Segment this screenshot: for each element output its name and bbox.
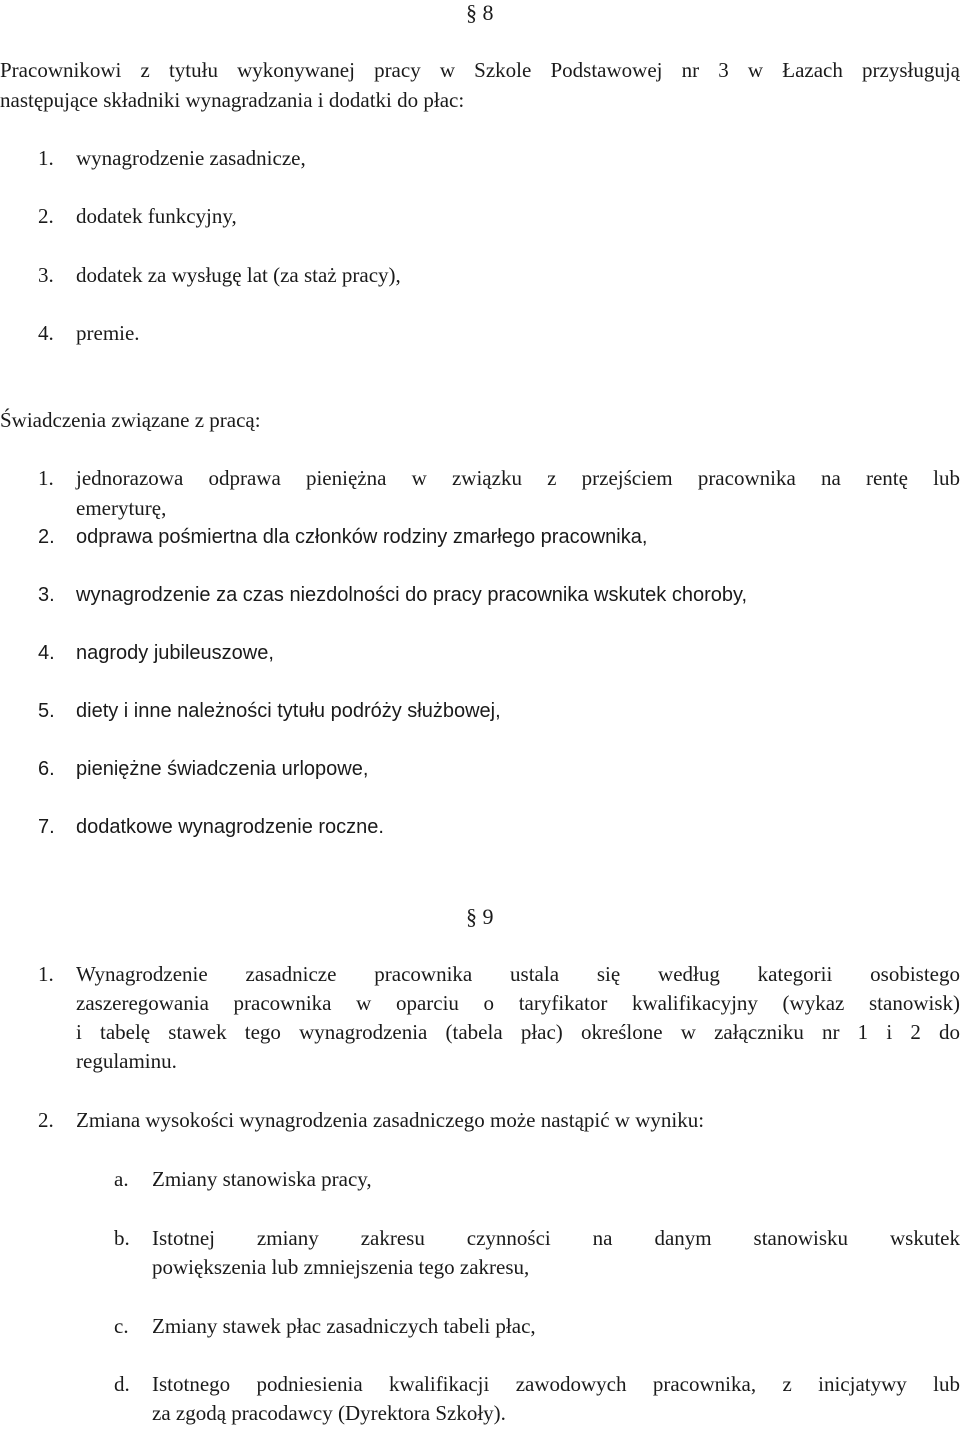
benefit-number: 7.: [38, 816, 55, 838]
sub-item-text: Zmiany stanowiska pracy,: [152, 1167, 372, 1191]
section-9-sign: § 9: [466, 904, 494, 929]
benefit-number: 5.: [38, 700, 55, 722]
sub-item-text: Zmiany stawek płac zasadniczych tabeli płac,: [152, 1314, 536, 1338]
benefit-text: dodatkowe wynagrodzenie roczne.: [76, 816, 384, 838]
sub-item-letter: d.: [114, 1372, 130, 1396]
sub-item-letter: c.: [114, 1314, 129, 1338]
section-8-sign: § 8: [466, 0, 494, 25]
component-text: dodatek funkcyjny,: [76, 204, 237, 228]
benefit-text: pieniężne świadczenia urlopowe,: [76, 758, 369, 780]
benefit-text: diety i inne należności tytułu podróży służbowej,: [76, 700, 501, 722]
paragraph-line-3: i tabelę stawek tego wynagrodzenia (tabela płac) określone w załączniku nr 1 i 2 do: [76, 1020, 960, 1044]
benefits-heading: Świadczenia związane z pracą:: [0, 408, 261, 432]
component-text: dodatek za wysługę lat (za staż pracy),: [76, 263, 401, 287]
component-text: premie.: [76, 321, 140, 345]
paragraph-line-4: regulaminu.: [76, 1049, 177, 1073]
paragraph-number: 1.: [38, 962, 54, 986]
benefit-number: 3.: [38, 584, 55, 606]
component-number: 2.: [38, 204, 54, 228]
sub-item-text-line-2: powiększenia lub zmniejszenia tego zakresu,: [152, 1255, 530, 1279]
sub-item-letter: b.: [114, 1226, 130, 1250]
benefit-text: nagrody jubileuszowe,: [76, 642, 274, 664]
benefit-number: 6.: [38, 758, 55, 780]
sub-item-text-line-2: za zgodą pracodawcy (Dyrektora Szkoły).: [152, 1401, 506, 1425]
paragraph-number: 2.: [38, 1108, 54, 1132]
component-number: 3.: [38, 263, 54, 287]
benefit-text: odprawa pośmiertna dla członków rodziny zmarłego pracownika,: [76, 526, 648, 548]
benefit-number: 4.: [38, 642, 55, 664]
benefit-text-line-2: emeryturę,: [76, 496, 167, 520]
paragraph-line-2: zaszeregowania pracownika w oparciu o taryfikator kwalifikacyjny (wykaz stanowisk): [76, 991, 960, 1015]
paragraph-line-1: Wynagrodzenie zasadnicze pracownika ustala się według kategorii osobistego: [76, 962, 960, 986]
section-8-intro-line-1: Pracownikowi z tytułu wykonywanej pracy w Szkole Podstawowej nr 3 w Łazach przysługują: [0, 58, 960, 82]
sub-item-text-line-1: Istotnego podniesienia kwalifikacji zawodowych pracownika, z inicjatywy lub: [152, 1372, 960, 1396]
benefit-number: 2.: [38, 526, 55, 548]
component-text: wynagrodzenie zasadnicze,: [76, 146, 306, 170]
benefit-text: wynagrodzenie za czas niezdolności do pracy pracownika wskutek choroby,: [76, 584, 748, 606]
sub-item-text-line-1: Istotnej zmiany zakresu czynności na danym stanowisku wskutek: [152, 1226, 960, 1250]
component-number: 4.: [38, 321, 54, 345]
section-8-intro-line-2: następujące składniki wynagradzania i dodatki do płac:: [0, 88, 465, 112]
benefit-number: 1.: [38, 466, 54, 490]
paragraph-text: Zmiana wysokości wynagrodzenia zasadniczego może nastąpić w wyniku:: [76, 1108, 705, 1132]
benefit-text-line-1: jednorazowa odprawa pieniężna w związku z przejściem pracownika na rentę lub: [76, 466, 960, 490]
component-number: 1.: [38, 146, 54, 170]
sub-item-letter: a.: [114, 1167, 129, 1191]
